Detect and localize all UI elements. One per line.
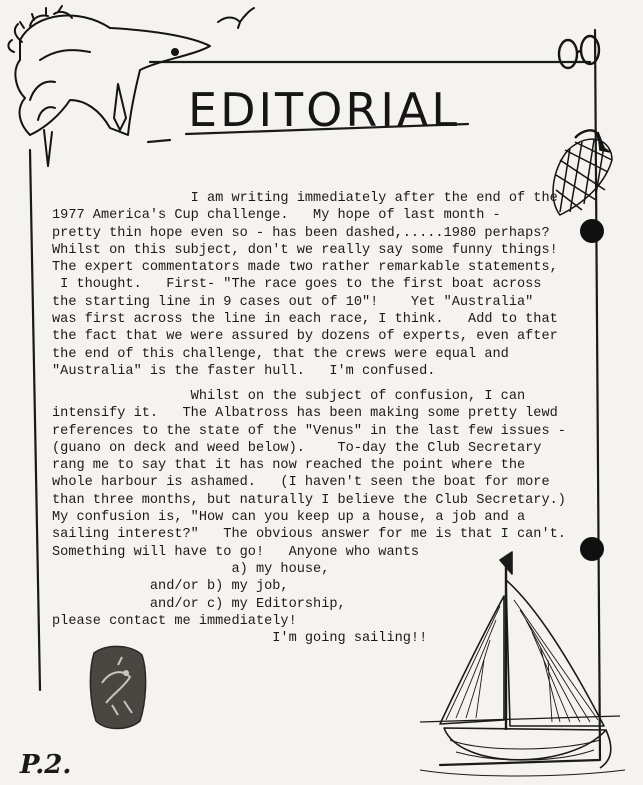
text-line: Whilst on the subject of confusion, I can: [52, 389, 526, 404]
text-line: and/or b) my job,: [52, 579, 289, 595]
punch-hole-icon: [580, 537, 604, 561]
text-line: references to the state of the "Venus" in the last few issues -: [52, 423, 566, 439]
text-line: I am writing immediately after the end of the: [52, 191, 558, 206]
text-line: (guano on deck and weed below). To-day the Club Secretary: [52, 440, 542, 456]
page-title: EDITORIAL: [188, 83, 460, 137]
text-line: and/or c) my Editorship,: [52, 596, 346, 612]
paragraph-1: [52, 190, 582, 380]
paragraph-2: [52, 388, 582, 647]
text-line: a) my house,: [52, 561, 330, 577]
text-line: please contact me immediately!: [52, 613, 297, 629]
text-line: whole harbour is ashamed. (I haven't seen the boat for more: [52, 475, 550, 491]
text-line: My confusion is, "How can you keep up a house, a job and a: [52, 510, 526, 526]
text-line: rang me to say that it has now reached the point where the: [52, 458, 526, 474]
text-line: Whilst on this subject, don't we really say some funny things!: [52, 242, 558, 258]
text-line: than three months, but naturally I believe the Club Secretary.): [52, 492, 566, 508]
text-line: the end of this challenge, that the crews were equal and: [52, 346, 509, 362]
text-line: pretty thin hope even so - has been dashed,.....1980 perhaps?: [52, 225, 550, 241]
text-line: "Australia" is the faster hull. I'm confused.: [52, 363, 436, 379]
text-line: 1977 America's Cup challenge. My hope of last month -: [52, 208, 501, 224]
text-line: the fact that we were assured by dozens of experts, even after: [52, 329, 558, 345]
text-line: sailing interest?" The obvious answer for me is that I can't.: [52, 527, 566, 543]
text-line: The expert commentators made two rather remarkable statements,: [52, 260, 558, 276]
text-line: intensify it. The Albatross has been making some pretty lewd: [52, 406, 558, 422]
seagull-icon: [218, 8, 254, 28]
punch-hole-icon: [580, 219, 604, 243]
page-number: P.2.: [20, 750, 72, 780]
bird-emblem-icon: [90, 646, 145, 728]
spectacles-icon: [559, 36, 599, 68]
albatross-cartoon-icon: [8, 6, 210, 166]
text-line: I thought. First- "The race goes to the first boat across: [52, 277, 542, 293]
text-line: I'm going sailing!!: [52, 631, 428, 647]
text-line: Something will have to go! Anyone who wants: [52, 544, 420, 560]
text-line: was first across the line in each race, I think. Add to that: [52, 312, 558, 328]
text-line: the starting line in 9 cases out of 10"! Yet "Australia": [52, 294, 534, 310]
